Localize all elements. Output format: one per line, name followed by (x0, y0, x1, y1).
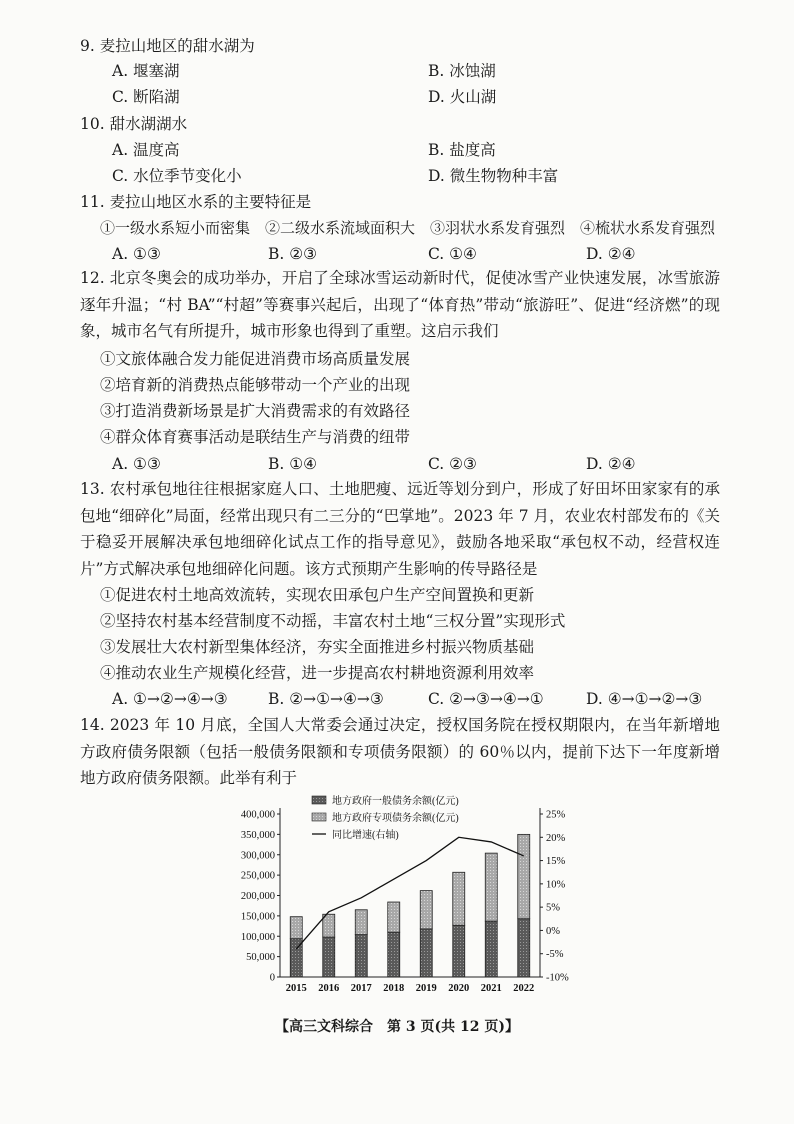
bar-general-debt (518, 919, 530, 977)
q11-option-c: C. ①④ (428, 245, 477, 263)
legend-swatch-general (312, 796, 326, 804)
q12-option-b: B. ①④ (268, 455, 318, 473)
left-tick-label: 200,000 (240, 891, 275, 902)
q9-option-a: A. 堰塞湖 (112, 62, 180, 80)
x-tick-label: 2019 (415, 983, 437, 994)
q11-option-d: D. ②④ (586, 245, 636, 263)
right-tick-label: -5% (546, 949, 564, 961)
q12-option-c: C. ②③ (428, 455, 477, 473)
right-tick-label: 25% (546, 809, 566, 821)
left-tick-label: 250,000 (240, 870, 275, 882)
right-tick-label: -10% (546, 972, 569, 984)
left-tick-label: 100,000 (240, 931, 275, 943)
page-footer: 【高三文科综合 第 3 页(共 12 页)】 (275, 1019, 519, 1035)
q9-option-d: D. 火山湖 (428, 88, 497, 106)
q13-option-a: A. ①→②→④→③ (112, 690, 228, 708)
right-tick-label: 10% (546, 879, 566, 891)
left-tick-label: 0 (269, 972, 275, 984)
legend-swatch-special (312, 813, 326, 821)
q11-statements: ①一级水系短小而密集 ②二级水系流域面积大 ③羽状水系发育强烈 ④梳状水系发育强烈 (100, 219, 716, 237)
left-tick-label: 150,000 (240, 911, 275, 923)
q13-stem: 13. 农村承包地往往根据家庭人口、土地肥瘦、远近等划分到户，形成了好田坏田家家有的承包地“细碎化”局面，经常出现只有二三分的“巴掌地”。2023 年 7 月，农业农村部发布的《关于稳妥开展解决承包地细碎化试点工作的指导意见》，鼓励各地采取“承包权不动，经营权连片”方式解决承包地细碎化问题。该方式预期产生影响的传导路径是 (80, 480, 720, 578)
q13-statement-1: ①促进农村土地高效流转，实现农田承包户生产空间置换和更新 (100, 586, 535, 604)
q9-stem: 9. 麦拉山地区的甜水湖为 (80, 37, 255, 55)
legend-label-special: 地方政府专项债务余额(亿元) (332, 813, 459, 824)
bar-special-debt (453, 872, 465, 925)
q11-option-b: B. ②③ (268, 245, 318, 263)
q10-option-a: A. 温度高 (112, 141, 180, 159)
q12-statement-3: ③打造消费新场景是扩大消费需求的有效路径 (100, 402, 411, 420)
bar-special-debt (485, 853, 497, 921)
x-tick-label: 2018 (383, 983, 405, 994)
q13-option-c: C. ②→③→④→① (428, 690, 544, 708)
q13-option-b: B. ②→①→④→③ (268, 690, 384, 708)
bar-general-debt (453, 925, 465, 977)
x-tick-label: 2021 (480, 983, 502, 994)
q13-statement-4: ④推动农业生产规模化经营，进一步提高农村耕地资源利用效率 (100, 664, 535, 682)
q12-statement-4: ④群众体育赛事活动是联结生产与消费的纽带 (100, 428, 411, 446)
q9-option-b: B. 冰蚀湖 (428, 62, 496, 80)
left-tick-label: 50,000 (246, 952, 275, 964)
x-tick-label: 2022 (513, 983, 535, 994)
bar-general-debt (388, 932, 400, 977)
bar-general-debt (355, 935, 367, 977)
q12-stem: 12. 北京冬奥会的成功举办，开启了全球冰雪运动新时代，促使冰雪产业快速发展，冰雪旅游逐年升温；“村 BA”“村超”等赛事兴起后，出现了“体育热”带动“旅游旺”、促进“经济燃”的现象，城市名气有所提升，城市形象也得到了重塑。这启示我们 (80, 269, 720, 340)
bar-general-debt (420, 929, 432, 977)
bar-special-debt (518, 834, 530, 918)
right-tick-label: 0% (546, 925, 560, 937)
bar-special-debt (355, 910, 367, 935)
debt-chart (220, 792, 590, 1004)
x-tick-label: 2016 (318, 983, 340, 994)
q12-option-a: A. ①③ (112, 455, 161, 473)
x-tick-label: 2020 (448, 983, 470, 994)
q13-statement-3: ③发展壮大农村新型集体经济，夯实全面推进乡村振兴物质基础 (100, 638, 535, 656)
bar-general-debt (485, 921, 497, 977)
right-tick-label: 20% (546, 832, 566, 844)
q10-option-d: D. 微生物物种丰富 (428, 167, 559, 185)
q9-option-c: C. 断陷湖 (112, 88, 180, 106)
left-tick-label: 300,000 (240, 850, 275, 862)
bar-special-debt (290, 917, 302, 939)
legend-label-general: 地方政府一般债务余额(亿元) (332, 796, 459, 807)
left-tick-label: 400,000 (240, 809, 275, 821)
q10-option-c: C. 水位季节变化小 (112, 167, 242, 185)
q10-stem: 10. 甜水湖湖水 (80, 115, 188, 133)
q12-statement-2: ②培育新的消费热点能够带动一个产业的出现 (100, 376, 411, 394)
bar-special-debt (388, 902, 400, 932)
q12-statement-1: ①文旅体融合发力能促进消费市场高质量发展 (100, 350, 411, 368)
q13-statement-2: ②坚持农村基本经营制度不动摇，丰富农村土地“三权分置”实现形式 (100, 612, 566, 630)
q12-option-d: D. ②④ (586, 455, 636, 473)
legend-label-growth: 同比增速(右轴) (332, 830, 399, 841)
q13-option-d: D. ④→①→②→③ (586, 690, 703, 708)
q10-option-b: B. 盐度高 (428, 141, 496, 159)
q11-stem: 11. 麦拉山地区水系的主要特征是 (80, 193, 312, 211)
right-tick-label: 5% (546, 902, 560, 914)
right-tick-label: 15% (546, 856, 566, 868)
bar-general-debt (323, 937, 335, 977)
bar-special-debt (420, 891, 432, 929)
left-tick-label: 350,000 (240, 829, 275, 841)
x-tick-label: 2015 (285, 983, 307, 994)
q11-option-a: A. ①③ (112, 245, 161, 263)
x-tick-label: 2017 (350, 983, 372, 994)
bar-special-debt (323, 914, 335, 937)
q14-stem: 14. 2023 年 10 月底，全国人大常委会通过决定，授权国务院在授权期限内，在当年新增地方政府债务限额（包括一般债务限额和专项债务限额）的 60％以内，提前下达下一年度新增地方政府债务限额。此举有利于 (80, 716, 720, 787)
